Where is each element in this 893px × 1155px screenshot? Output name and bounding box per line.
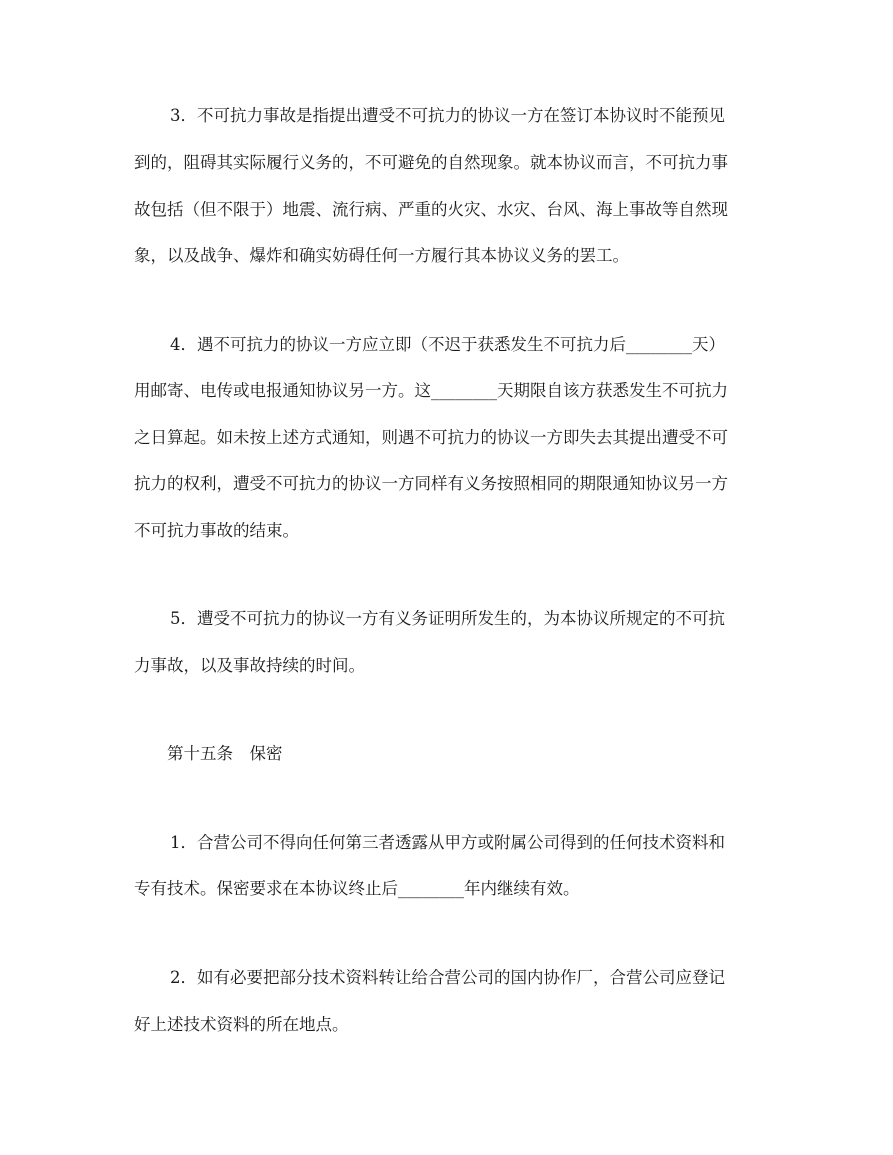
para4-line-4: 抗力的权利，遭受不可抗力的协议一方同样有义务按照相同的期限通知协议另一方 (134, 474, 728, 493)
para3-line-3: 故包括（但不限于）地震、流行病、严重的火灾、水灾、台风、海上事故等自然现 (134, 200, 728, 219)
para4-line-2: 用邮寄、电传或电报通知协议另一方。这________天期限自该方获悉发生不可抗力 (134, 381, 728, 400)
a15-para2-line-2: 好上述技术资料的所在地点。 (134, 1015, 349, 1034)
para4-line-1: 4．遇不可抗力的协议一方应立即（不迟于获悉发生不可抗力后________天） (170, 335, 725, 354)
para3-line-2: 到的，阻碍其实际履行义务的，不可避免的自然现象。就本协议而言，不可抗力事 (134, 153, 728, 172)
para4-line-3: 之日算起。如未按上述方式通知，则遇不可抗力的协议一方即失去其提出遭受不可 (134, 428, 728, 447)
a15-para1-line-1: 1．合营公司不得向任何第三者透露从甲方或附属公司得到的任何技术资料和 (170, 833, 725, 852)
a15-para1-line-2: 专有技术。保密要求在本协议终止后________年内继续有效。 (134, 879, 580, 898)
para5-line-2: 力事故，以及事故持续的时间。 (134, 656, 365, 675)
article-15-heading: 第十五条 保密 (167, 744, 283, 763)
a15-para2-line-1: 2．如有必要把部分技术资料转让给合营公司的国内协作厂，合营公司应登记 (170, 968, 725, 987)
para5-line-1: 5．遭受不可抗力的协议一方有义务证明所发生的，为本协议所规定的不可抗 (170, 609, 725, 628)
para3-line-4: 象，以及战争、爆炸和确实妨碍任何一方履行其本协议义务的罢工。 (134, 246, 629, 265)
para3-line-1: 3．不可抗力事故是指提出遭受不可抗力的协议一方在签订本协议时不能预见 (170, 106, 725, 125)
para4-line-5: 不可抗力事故的结束。 (134, 521, 299, 540)
